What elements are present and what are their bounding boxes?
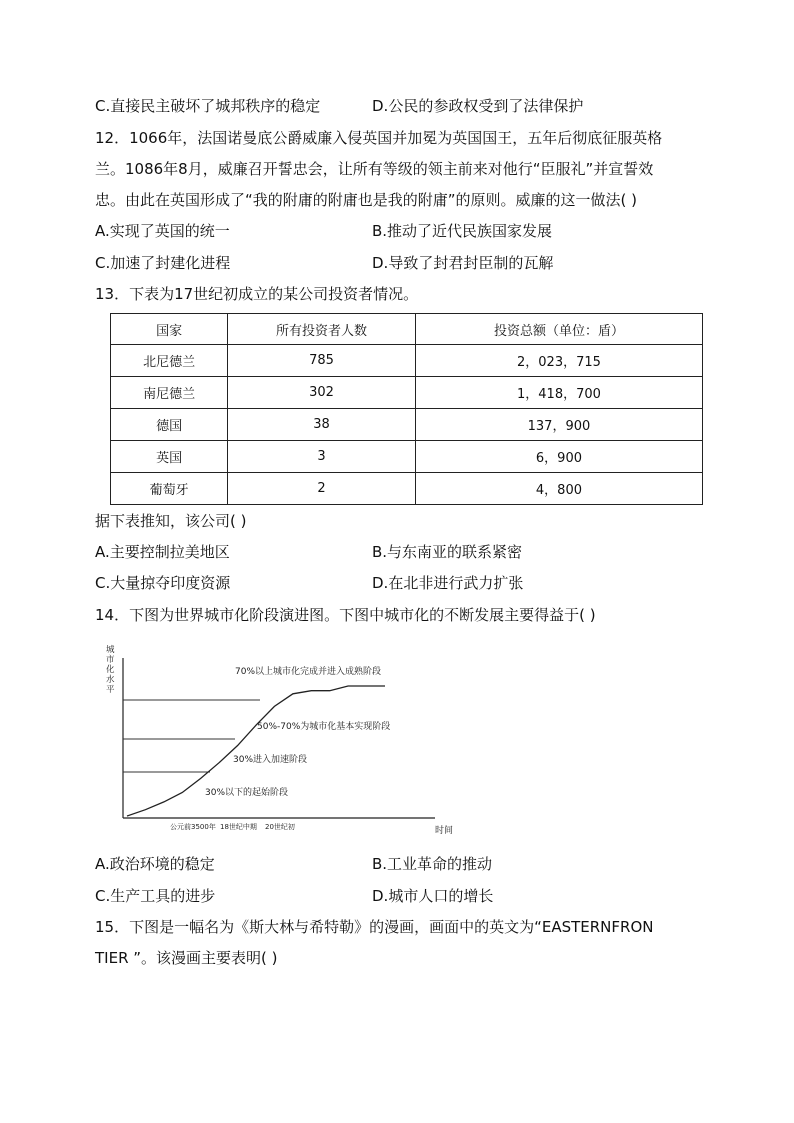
table-cell-total: 1，418，700 [415,377,702,409]
table-cell-total: 137，900 [415,409,702,441]
table-cell-total: 6，900 [415,441,702,473]
q14-option-d: D.城市人口的增长 [372,887,494,905]
q12-stem-line-1: 12．1066年，法国诺曼底公爵威廉入侵英国并加冕为英国国王，五年后彻底征服英格 [95,129,663,147]
q11-option-d: D.公民的参政权受到了法律保护 [372,97,584,115]
table-cell-country: 南尼德兰 [111,377,228,409]
x-tick-label: 18世纪中期 [220,823,257,831]
table-cell-total: 4，800 [415,473,702,505]
table-cell-country: 德国 [111,409,228,441]
q13-option-b: B.与东南亚的联系紧密 [372,543,523,561]
q12-option-d: D.导致了封君封臣制的瓦解 [372,254,554,272]
q12-stem-line-3: 忠。由此在英国形成了“我的附庸的附庸也是我的附庸”的原则。威廉的这一做法( ) [95,191,638,209]
annotation-mature: 70%以上城市化完成并进入成熟阶段 [235,667,382,677]
y-axis-label-char: 平 [106,685,115,695]
q13-stem: 13．下表为17世纪初成立的某公司投资者情况。 [95,285,419,303]
q14-option-c: C.生产工具的进步 [95,887,216,905]
x-tick-label: 20世纪初 [265,823,295,831]
q11-option-c: C.直接民主破坏了城邦秩序的稳定 [95,97,321,115]
table-header-total: 投资总额（单位：盾） [415,314,702,345]
q13-option-d: D.在北非进行武力扩张 [372,574,524,592]
table-cell-investors: 785 [228,345,416,377]
x-axis-label: 时间 [435,826,454,836]
table-cell-country: 葡萄牙 [111,473,228,505]
table-cell-investors: 3 [228,441,416,473]
annotation-basic: 50%-70%为城市化基本实现阶段 [257,722,391,732]
y-axis-label-char: 城 [106,645,115,655]
q12-stem-line-2: 兰。1086年8月，威廉召开誓忠会，让所有等级的领主前来对他行“臣服礼”并宣誓效 [95,160,654,178]
q14-option-b: B.工业革命的推动 [372,855,493,873]
q12-option-c: C.加速了封建化进程 [95,254,231,272]
y-axis-label-char: 化 [106,665,115,675]
annotation-start: 30%以下的起始阶段 [205,788,289,798]
q12-option-b: B.推动了近代民族国家发展 [372,222,553,240]
urbanization-chart [95,640,475,840]
y-axis-label-char: 水 [106,675,115,685]
table-row [111,473,703,505]
q14-stem: 14．下图为世界城市化阶段演进图。下图中城市化的不断发展主要得益于( ) [95,606,596,624]
q13-option-c: C.大量掠夺印度资源 [95,574,231,592]
table-header-investors: 所有投资者人数 [228,314,416,345]
table-cell-investors: 38 [228,409,416,441]
q15-stem-line-2: TIER ”。该漫画主要表明( ) [95,949,278,967]
y-axis-label [106,644,115,695]
table-header-country: 国家 [111,314,228,345]
table-cell-country: 北尼德兰 [111,345,228,377]
table-header-row [111,314,703,345]
table-cell-country: 英国 [111,441,228,473]
table-row [111,345,703,377]
table-cell-total: 2，023，715 [415,345,702,377]
investor-table [110,313,703,505]
q14-option-a: A.政治环境的稳定 [95,855,215,873]
q15-stem-line-1: 15．下图是一幅名为《斯大林与希特勒》的漫画，画面中的英文为“EASTERNFRON [95,918,654,936]
q12-option-a: A.实现了英国的统一 [95,222,230,240]
table-row [111,409,703,441]
q13-question: 据下表推知，该公司( ) [95,512,247,530]
q13-option-a: A.主要控制拉美地区 [95,543,230,561]
table-row [111,441,703,473]
table-row [111,377,703,409]
x-tick-label: 公元前3500年 [170,823,216,831]
y-axis-label-char: 市 [106,655,115,665]
table-cell-investors: 2 [228,473,416,505]
table-cell-investors: 302 [228,377,416,409]
annotation-acceleration: 30%进入加速阶段 [233,755,308,765]
